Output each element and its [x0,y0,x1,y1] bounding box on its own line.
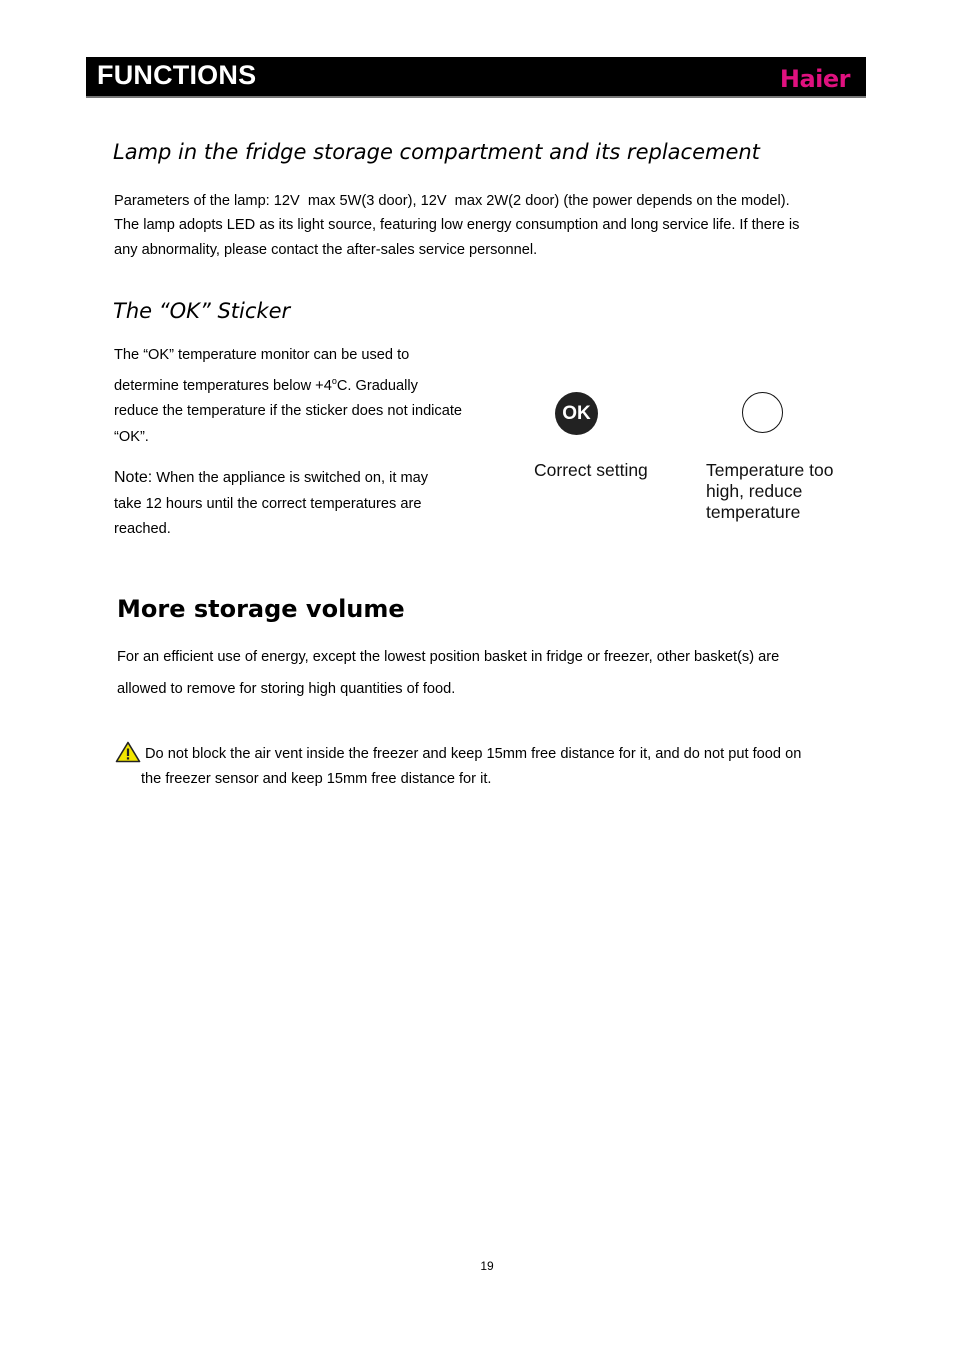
correct-setting-label: Correct setting [534,460,648,480]
ok-line-4: “OK”. [114,428,149,445]
warning-line-2: the freezer sensor and keep 15mm free distance for it. [141,771,492,787]
warning-icon [115,741,141,763]
ok-line-2b: C. Gradually [336,377,418,394]
note-line-1 [114,465,428,492]
too-high-line-2: high, reduce [706,481,803,501]
lamp-paragraph [114,189,799,263]
lamp-line-3: any abnormality, please contact the after-sales service personnel. [114,242,538,258]
storage-paragraph [117,641,779,705]
ok-sticker-heading: The “OK” Sticker [113,299,291,323]
too-high-line-1: Temperature too [706,460,834,480]
haier-logo: Haier [779,65,850,93]
degree-symbol: o [331,375,337,386]
lamp-line-1: Parameters of the lamp: 12V max 5W(3 door), 12V max 2W(2 door) (the power depends on the model). [114,193,790,209]
storage-line-2: allowed to remove for storing high quantities of food. [117,681,456,697]
section-header-bar [86,57,866,98]
note-line-2: take 12 hours until the correct temperatures are [114,495,422,512]
note-line-3: reached. [114,521,171,537]
note-label: Note: [114,469,153,486]
ok-line-2 [114,369,462,400]
ok-line-1: The “OK” temperature monitor can be used to [114,347,410,363]
page-title: FUNCTIONS [97,60,257,90]
ok-note-paragraph [114,465,428,543]
warning-line-1: Do not block the air vent inside the freezer and keep 15mm free distance for it, and do not put food on [145,746,802,762]
temperature-too-high-label [706,460,833,523]
lamp-heading: Lamp in the fridge storage compartment and its replacement [113,140,760,164]
note-text-1: When the appliance is switched on, it may [152,470,429,486]
ok-line-2a: determine temperatures below +4 [114,377,332,394]
lamp-line-2: The lamp adopts LED as its light source, featuring low energy consumption and long service life. If there is [114,217,800,233]
page-number: 19 [480,1259,494,1273]
blank-sticker-icon [742,392,783,433]
storage-line-1: For an efficient use of energy, except the lowest position basket in fridge or freezer, other basket(s) are [117,649,780,665]
ok-line-3: reduce the temperature if the sticker does not indicate [114,403,463,419]
too-high-line-3: temperature [706,502,801,522]
ok-sticker-icon: OK [555,392,598,435]
storage-heading: More storage volume [117,595,405,623]
ok-sticker-paragraph [114,343,462,450]
